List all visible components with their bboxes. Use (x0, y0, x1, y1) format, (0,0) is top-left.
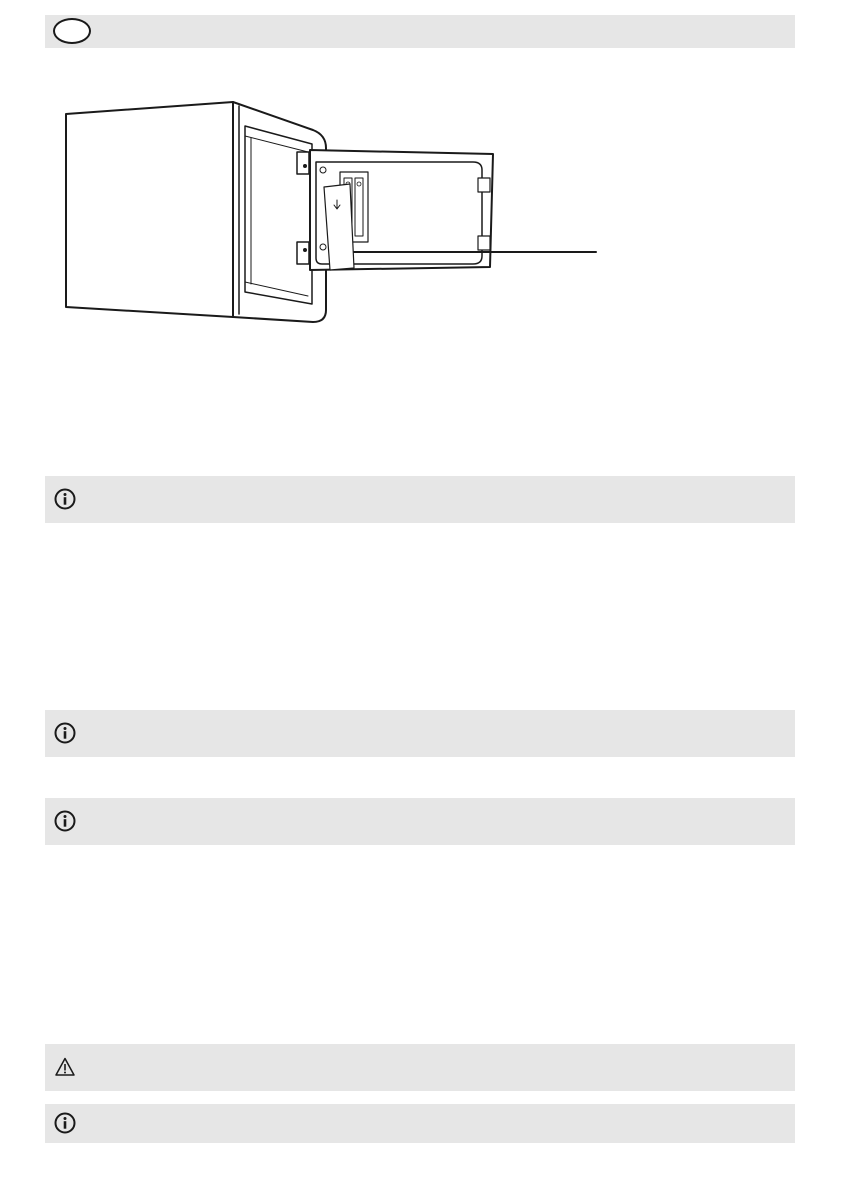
info-icon (54, 488, 76, 510)
info-icon (54, 810, 76, 832)
upper-hinge (297, 152, 309, 174)
warning-note (45, 1044, 795, 1091)
info-note-4 (45, 1104, 795, 1143)
lower-hinge (297, 242, 309, 264)
info-note-3 (45, 798, 795, 845)
info-note-2 (45, 710, 795, 757)
info-icon (54, 1112, 76, 1134)
warning-icon (54, 1056, 76, 1078)
safe-battery-illustration (58, 92, 618, 332)
language-badge (53, 18, 91, 44)
safe-body-side (66, 102, 233, 317)
info-icon (54, 722, 76, 744)
header-bar (45, 15, 795, 48)
battery-cover (324, 184, 354, 270)
info-note-1 (45, 476, 795, 523)
